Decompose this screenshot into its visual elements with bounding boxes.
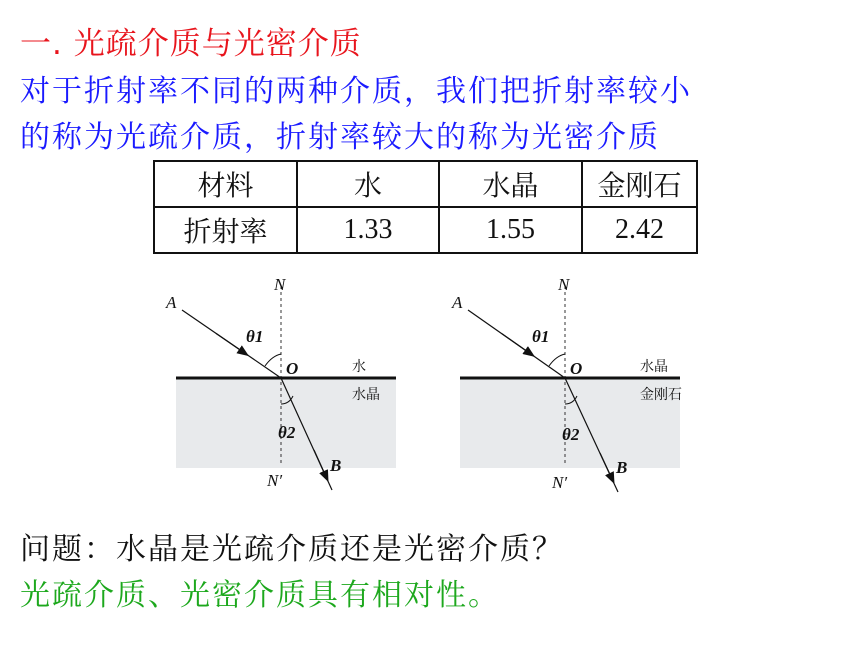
table-cell: 金刚石 [582,161,697,207]
angle-arc-1 [549,354,565,366]
label-theta2: θ2 [562,425,580,444]
label-B: B [330,456,342,475]
table-cell: 2.42 [582,207,697,253]
label-theta1: θ1 [532,327,550,346]
angle-arc-1 [265,354,281,366]
label-bottom-medium: 金刚石 [640,387,682,403]
table-cell: 水 [297,161,439,207]
refraction-diagram-water-crystal [160,268,420,498]
label-O: O [286,359,299,378]
label-N-prime: N′ [267,471,283,490]
label-theta1: θ1 [246,327,264,346]
table-header-row [154,161,697,207]
definition-line-1: 对于折射率不同的两种介质，我们把折射率较小 [20,74,692,109]
label-bottom-medium: 水晶 [352,387,380,403]
answer-text: 光疏介质、光密介质具有相对性。 [20,578,500,613]
table-cell: 1.55 [439,207,582,253]
label-top-medium: 水 [352,359,366,375]
label-top-medium: 水晶 [640,359,668,375]
question-text: 问题：水晶是光疏介质还是光密介质？ [20,532,564,567]
label-A: A [452,293,463,312]
refraction-diagram-crystal-diamond [448,268,708,498]
label-B: B [616,458,628,477]
table-cell: 折射率 [154,207,297,253]
label-N: N [274,275,286,294]
table-cell: 1.33 [297,207,439,253]
definition-line-2: 的称为光疏介质，折射率较大的称为光密介质 [20,120,660,155]
label-N: N [558,275,570,294]
refractive-index-table [153,160,698,254]
incident-arrow [216,333,248,355]
label-N-prime: N′ [552,473,568,492]
incident-arrow [502,334,534,356]
table-row [154,207,697,253]
table-cell: 材料 [154,161,297,207]
section-title: 一. 光疏介质与光密介质 [20,26,362,62]
label-O: O [570,359,583,378]
label-theta2: θ2 [278,423,296,442]
table-cell: 水晶 [439,161,582,207]
label-A: A [166,293,177,312]
